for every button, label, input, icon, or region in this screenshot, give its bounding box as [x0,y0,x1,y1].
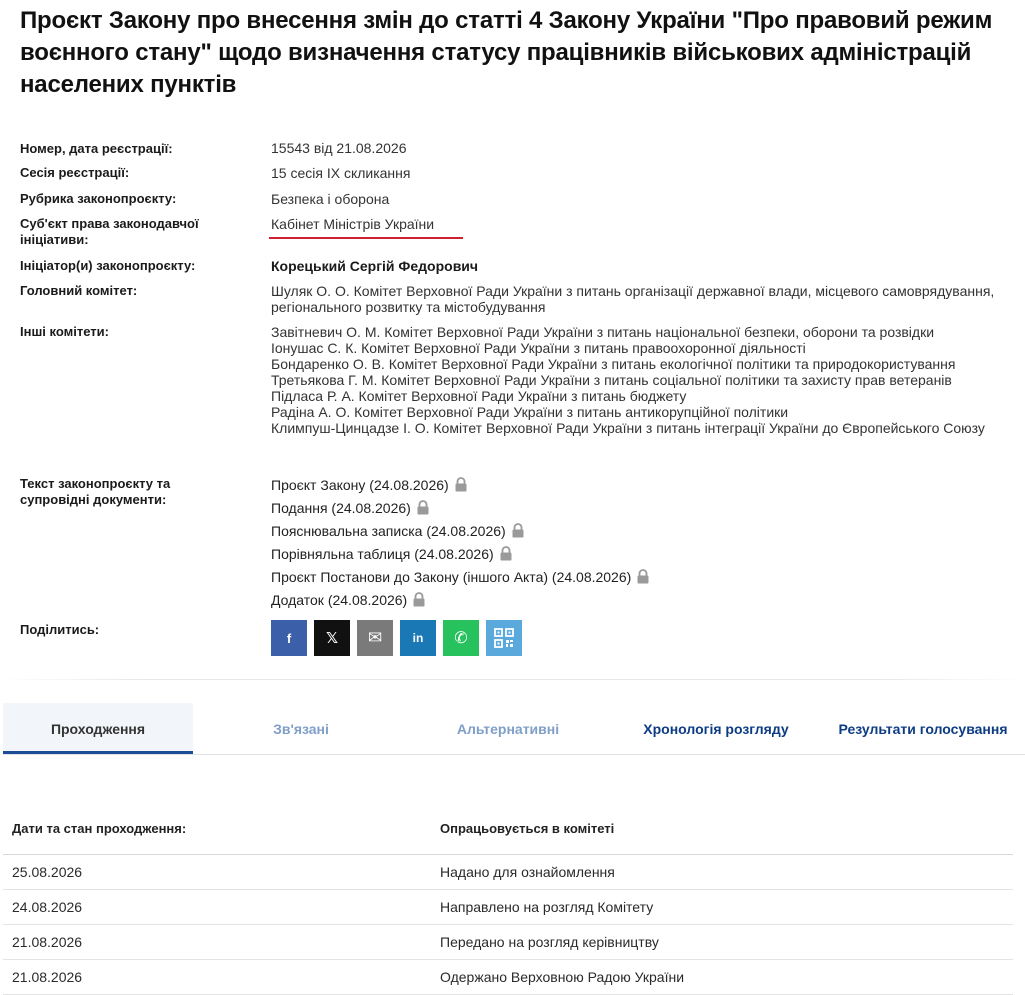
document-title[interactable]: Подання (24.08.2026) [271,500,411,516]
documents-list [271,477,996,615]
initiator-label: Ініціатор(и) законопроєкту: [20,258,196,273]
facebook-icon: f [286,630,292,646]
committee-item: Климпуш-Цинцадзе І. О. Комітет Верховної Ради України з питань інтеграції України до Європейського Союзу [271,420,985,436]
session-value: 15 сесія IX скликання [271,165,411,181]
tab-voting-results[interactable]: Результати голосування [838,721,1008,737]
header-dates: Дати та стан проходження: [12,821,187,836]
document-link[interactable] [271,546,996,569]
documents-label: Текст законопроєкту та супровідні документи: [20,476,171,507]
qr-code-icon [494,628,514,648]
row-status: Надано для ознайомлення [440,864,615,880]
main-committee-value: Шуляк О. О. Комітет Верховної Ради України з питань організації державної влади, місцевого самоврядування, регіонального розвитку та містобудування [271,283,995,315]
share-label: Поділитись: [20,622,100,637]
tab-bar [3,703,1025,755]
rubric-label: Рубрика законопроєкту: [20,191,177,206]
tab-related[interactable]: Зв'язані [273,721,329,737]
rubric-value: Безпека і оборона [271,191,390,207]
share-x-button[interactable] [314,620,350,656]
table-header [3,805,1013,855]
email-icon: ✉ [367,628,383,647]
row-status: Одержано Верховною Радою України [440,969,685,985]
linkedin-icon: in [412,631,424,645]
header-status: Опрацьовується в комітеті [440,821,615,836]
document-link[interactable] [271,523,996,546]
other-committees-label: Інші комітети: [20,324,109,339]
other-committees-list [271,324,996,436]
document-title[interactable]: Порівняльна таблиця (24.08.2026) [271,546,494,562]
lock-icon [511,523,525,538]
subject-label: Суб'єкт права законодавчої ініціативи: [20,216,199,247]
row-status: Направлено на розгляд Комітету [440,899,654,915]
registration-value: 15543 від 21.08.2026 [271,140,407,156]
lock-icon [636,569,650,584]
row-date: 21.08.2026 [12,934,83,950]
committee-item: Підласа Р. А. Комітет Верховної Ради України з питань бюджету [271,388,687,404]
lock-icon [454,477,468,492]
subject-underline [269,237,463,239]
tab-chronology[interactable]: Хронологія розгляду [643,721,789,737]
document-link[interactable] [271,500,996,523]
row-date: 25.08.2026 [12,864,83,880]
document-title[interactable]: Проєкт Закону (24.08.2026) [271,477,449,493]
share-facebook-button[interactable] [271,620,307,656]
main-committee-label: Головний комітет: [20,283,138,298]
subject-value: Кабінет Міністрів України [271,216,435,232]
document-link[interactable] [271,592,996,615]
document-title[interactable]: Проєкт Постанови до Закону (іншого Акта) (24.08.2026) [271,569,632,585]
whatsapp-icon: ✆ [454,630,468,647]
row-date: 21.08.2026 [12,969,83,985]
tab-panel-spacer [3,755,1025,805]
share-linkedin-button[interactable] [400,620,436,656]
passage-table [3,805,1013,995]
share-buttons [271,620,529,656]
registration-label: Номер, дата реєстрації: [20,141,173,156]
committee-item: Радіна А. О. Комітет Верховної Ради України з питань антикорупційної політики [271,404,789,420]
table-row [3,890,1013,925]
lock-icon [412,592,426,607]
lock-icon [416,500,430,515]
document-link[interactable] [271,569,996,592]
section-divider [0,679,1025,680]
initiator-value: Корецький Сергій Федорович [271,258,479,274]
share-email-button[interactable] [357,620,393,656]
document-title[interactable]: Пояснювальна записка (24.08.2026) [271,523,506,539]
x-icon: 𝕏 [325,630,339,647]
committee-item: Завітневич О. М. Комітет Верховної Ради України з питань національної безпеки, оборони та розвідки [271,324,935,340]
session-label: Сесія реєстрації: [20,165,130,180]
page-title: Проєкт Закону про внесення змін до статті 4 Закону України "Про правовий режим воєнного стану" щодо визначення статусу працівників військових адміністрацій населених пунктів [20,7,993,98]
committee-item: Бондаренко О. В. Комітет Верховної Ради України з питань екологічної політики та природокористування [271,356,956,372]
committee-item: Іонушас С. К. Комітет Верховної Ради України з питань правоохоронної діяльності [271,340,806,356]
table-row [3,925,1013,960]
row-status: Передано на розгляд керівництву [440,934,659,950]
tab-alternatives[interactable]: Альтернативні [456,721,560,737]
share-qr-button[interactable] [486,620,522,656]
document-title[interactable]: Додаток (24.08.2026) [271,592,408,608]
table-row [3,960,1013,995]
share-whatsapp-button[interactable] [443,620,479,656]
tab-passage[interactable]: Проходження [3,703,193,754]
committee-item: Третьякова Г. М. Комітет Верховної Ради України з питань соціальної політики та захисту прав ветеранів [271,372,952,388]
table-row [3,855,1013,890]
row-date: 24.08.2026 [12,899,83,915]
lock-icon [499,546,513,561]
document-link[interactable] [271,477,996,500]
